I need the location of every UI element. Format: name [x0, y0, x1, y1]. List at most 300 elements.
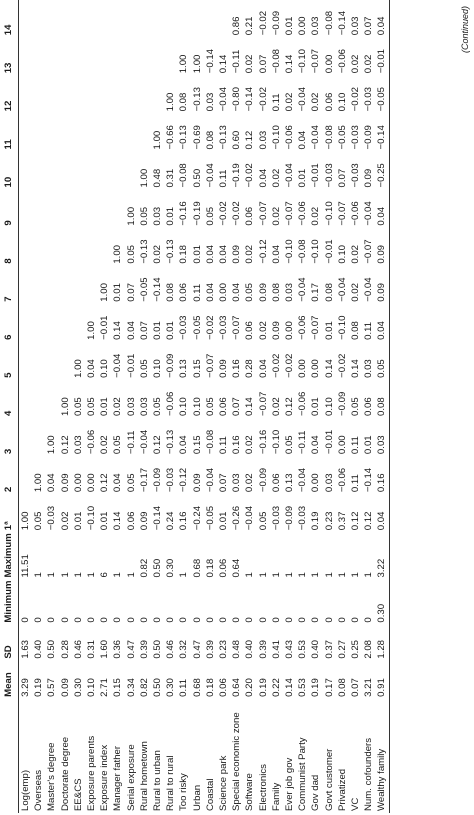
table-cell — [191, 0, 204, 38]
table-cell: −0.06 — [86, 429, 98, 455]
table-cell: 0.50 — [152, 639, 164, 659]
table-cell: 0.06 — [244, 206, 256, 226]
table-cell: 0.07 — [138, 321, 150, 340]
table-cell: −0.03 — [178, 315, 190, 340]
table-cell: 0.82 — [138, 678, 150, 697]
table-cell: −0.05 — [191, 315, 203, 340]
table-cell — [151, 38, 164, 76]
table-cell: 0 — [270, 617, 282, 623]
table-cell: 0.08 — [375, 381, 389, 419]
row-label: Special economic zone — [231, 712, 243, 811]
table-cell: −0.03 — [46, 505, 58, 531]
table-cell: 1.00 — [20, 511, 31, 531]
table-cell — [98, 114, 111, 152]
table-cell: 0.08 — [178, 92, 190, 112]
table-cell: 0.12 — [350, 511, 362, 531]
table-cell: 0.12 — [59, 435, 71, 455]
table-cell: 0.48 — [152, 168, 164, 188]
row-label: Master's degree — [46, 742, 58, 811]
table-cell: −0.07 — [336, 201, 348, 226]
table-cell: 0.10 — [86, 678, 98, 697]
table-cell: −0.03 — [270, 505, 282, 531]
table-cell: 0.02 — [310, 206, 322, 226]
table-cell: 0.05 — [125, 473, 137, 493]
table-cell: 0.30 — [165, 678, 177, 697]
table-cell: 0.09 — [375, 229, 389, 267]
table-cell: 0.19 — [310, 678, 322, 697]
table-cell: 1.00 — [33, 473, 45, 493]
table-cell: −0.04 — [363, 201, 375, 226]
table-cell: 0.03 — [310, 16, 322, 36]
table-cell: 1 — [125, 572, 137, 578]
row-label: Urban — [191, 784, 203, 811]
table-cell: −0.06 — [350, 201, 362, 226]
table-cell: −0.26 — [231, 505, 243, 531]
table-cell: 0.91 — [375, 662, 389, 700]
table-cell: 0 — [218, 617, 230, 623]
table-cell: 0 — [112, 617, 124, 623]
table-cell: 0.09 — [375, 267, 389, 305]
table-cell: 0.86 — [231, 16, 243, 36]
table-cell — [72, 76, 85, 114]
table-cell — [45, 229, 58, 267]
table-cell — [59, 76, 72, 114]
table-cell — [125, 152, 138, 190]
table-cell: 0 — [310, 617, 322, 623]
table-cell: 0.01 — [363, 435, 375, 455]
table-cell: 0.02 — [284, 92, 296, 112]
header-variable — [0, 700, 19, 813]
table-cell: −0.03 — [350, 125, 362, 150]
table-cell: −0.16 — [178, 201, 190, 226]
table-cell: 1 — [363, 572, 375, 578]
table-cell: 0.11 — [218, 436, 230, 455]
table-cell: −0.01 — [125, 353, 137, 378]
table-cell: 0 — [152, 617, 164, 623]
table-cell: 3.29 — [20, 678, 31, 697]
table-cell: −0.02 — [244, 163, 256, 188]
table-cell: 0.01 — [165, 206, 177, 226]
table-cell: 0.23 — [218, 639, 230, 659]
table-cell: 0.16 — [375, 457, 389, 495]
table-cell: 0.02 — [270, 397, 282, 416]
table-cell: 0.04 — [218, 244, 230, 264]
table-cell: 0.12 — [152, 435, 164, 455]
table-cell: 0.04 — [310, 435, 322, 455]
table-cell: 0.03 — [257, 130, 269, 150]
table-cell: −0.01 — [99, 315, 111, 340]
table-cell: −0.04 — [244, 505, 256, 531]
table-cell — [125, 38, 138, 76]
table-cell: 0.04 — [257, 359, 269, 378]
table-cell: 0.06 — [270, 473, 282, 493]
table-cell: 0.05 — [204, 397, 216, 416]
header-col-12: 8 — [0, 229, 19, 267]
table-cell: −0.09 — [363, 125, 375, 150]
continued-note: (Continued) — [460, 6, 470, 54]
header-col-5: 1ª — [0, 495, 19, 533]
table-cell: 0.01 — [323, 321, 335, 340]
header-col-3: Minimum — [0, 580, 19, 625]
table-cell — [59, 229, 72, 267]
table-cell: 0.09 — [59, 678, 71, 697]
table-cell: −0.12 — [257, 239, 269, 264]
table-cell: 0.03 — [125, 397, 137, 416]
table-cell — [111, 38, 124, 76]
table-cell — [72, 191, 85, 229]
table-cell: 0.18 — [178, 244, 190, 264]
table-cell: −0.03 — [218, 315, 230, 340]
table-cell: 1.00 — [165, 92, 177, 112]
table-cell: −0.10 — [323, 201, 335, 226]
table-cell: −0.13 — [218, 125, 230, 150]
table-cell: 0.03 — [138, 397, 150, 416]
table-cell: 0.11 — [363, 321, 375, 340]
table-cell: 0.01 — [99, 511, 111, 531]
table-cell: 0.02 — [99, 435, 111, 455]
table-cell: 0.43 — [284, 639, 296, 659]
table-cell: 0.28 — [244, 359, 256, 378]
row-label: Govt customer — [323, 748, 335, 811]
table-cell: −0.02 — [204, 315, 216, 340]
table-cell: −0.08 — [204, 429, 216, 455]
table-cell: −0.06 — [336, 467, 348, 493]
table-cell: 0.05 — [257, 511, 269, 531]
table-cell: 0.14 — [112, 321, 124, 340]
table-cell — [19, 76, 33, 114]
header-col-13: 9 — [0, 191, 19, 229]
table-cell — [138, 114, 151, 152]
table-cell: −0.66 — [165, 125, 177, 150]
table-cell: 0.06 — [244, 321, 256, 340]
table-cell: 1 — [284, 572, 296, 578]
table-cell: 0.14 — [284, 678, 296, 697]
row-label: Communist Party — [297, 737, 309, 811]
table-cell: −0.13 — [191, 87, 203, 112]
header-col-17: 13 — [0, 38, 19, 76]
table-cell — [32, 38, 45, 76]
table-cell: 0.39 — [138, 639, 150, 659]
table-cell: 0.04 — [375, 191, 389, 229]
table-cell — [32, 343, 45, 381]
table-cell — [98, 38, 111, 76]
table-row — [336, 0, 349, 813]
table-cell: 0.02 — [112, 397, 124, 416]
header-col-4: Maximum — [0, 533, 19, 580]
table-cell: 0.05 — [125, 244, 137, 264]
table-cell: −0.04 — [297, 87, 309, 112]
table-cell: 0.14 — [218, 54, 230, 74]
table-cell: 0.05 — [33, 511, 45, 531]
table-cell: 0.82 — [138, 558, 150, 578]
table-cell — [19, 267, 33, 305]
table-cell: 0.05 — [284, 435, 296, 455]
table-cell — [98, 229, 111, 267]
table-cell — [164, 0, 177, 38]
table-cell: −0.02 — [350, 87, 362, 112]
table-row — [98, 0, 111, 813]
table-cell: 0.03 — [350, 16, 362, 36]
table-cell: 1 — [310, 572, 322, 578]
header-col-6: 2 — [0, 457, 19, 495]
table-cell: 0.03 — [231, 473, 243, 493]
table-cell: −0.02 — [231, 201, 243, 226]
table-cell: 0 — [336, 617, 348, 623]
table-cell: −0.02 — [257, 10, 269, 36]
table-cell: −0.03 — [323, 163, 335, 188]
table-cell: 0.06 — [125, 511, 137, 531]
table-cell: −0.17 — [138, 467, 150, 493]
table-cell — [72, 152, 85, 190]
table-cell: 0.04 — [112, 473, 124, 493]
table-cell: 0.53 — [297, 678, 309, 697]
table-cell: 1.00 — [112, 244, 124, 264]
table-cell: −0.08 — [323, 125, 335, 150]
table-cell: 0.12 — [284, 397, 296, 416]
table-cell — [98, 191, 111, 229]
row-label: Family — [270, 782, 282, 811]
table-cell: −0.02 — [336, 353, 348, 378]
table-row — [270, 0, 283, 813]
table-cell: 0.36 — [112, 639, 124, 659]
row-label: Science park — [218, 755, 230, 811]
table-cell: 0.02 — [270, 168, 282, 188]
table-cell: 0.08 — [323, 283, 335, 302]
table-cell: 1 — [33, 572, 45, 578]
row-label: Exposure index — [99, 744, 111, 811]
header-col-8: 4 — [0, 381, 19, 419]
table-cell: 0.02 — [363, 54, 375, 74]
table-cell: 1 — [323, 572, 335, 578]
table-cell — [85, 152, 98, 190]
table-cell — [217, 0, 230, 38]
table-cell: 0.07 — [218, 473, 230, 493]
table-cell: 0.20 — [244, 678, 256, 697]
table-cell: 0.00 — [297, 16, 309, 36]
table-cell: −0.19 — [231, 163, 243, 188]
header-col-9: 5 — [0, 343, 19, 381]
table-cell: 0.04 — [375, 305, 389, 343]
table-cell: 0.60 — [231, 130, 243, 150]
table-cell: −0.09 — [284, 505, 296, 531]
table-cell — [45, 191, 58, 229]
table-cell — [59, 305, 72, 343]
table-cell: 0 — [165, 617, 177, 623]
table-cell: 0.06 — [218, 397, 230, 416]
table-cell: 0 — [33, 617, 45, 623]
table-cell: −0.09 — [336, 391, 348, 416]
row-label: Serial exposure — [125, 744, 137, 811]
table-cell: 1.00 — [152, 130, 164, 150]
table-cell: 0.05 — [350, 397, 362, 416]
table-cell: 0.06 — [363, 397, 375, 416]
table-cell: −0.04 — [297, 277, 309, 302]
table-cell: 0.09 — [59, 473, 71, 493]
table-cell: 0.01 — [165, 321, 177, 340]
table-cell: 0.00 — [86, 473, 98, 493]
table-cell: 0.11 — [270, 93, 282, 112]
table-cell: 1.00 — [86, 321, 98, 340]
table-cell: −0.04 — [310, 125, 322, 150]
table-body — [19, 0, 390, 813]
table-cell: −0.02 — [218, 201, 230, 226]
table-cell: −0.04 — [336, 277, 348, 302]
table-cell: 0.09 — [363, 168, 375, 188]
table-cell: −0.14 — [244, 87, 256, 112]
table-cell: 0.19 — [310, 511, 322, 531]
table-cell: −0.13 — [165, 429, 177, 455]
table-cell: 0.34 — [125, 678, 137, 697]
table-row — [217, 0, 230, 813]
table-cell: 0 — [244, 617, 256, 623]
table-cell — [59, 114, 72, 152]
table-cell: 0.00 — [297, 359, 309, 378]
header-col-16: 12 — [0, 76, 19, 114]
table-cell — [59, 343, 72, 381]
table-cell: 0.04 — [375, 0, 389, 38]
table-cell — [45, 76, 58, 114]
table-cell: 0.41 — [270, 639, 282, 659]
table-cell: 0.04 — [204, 283, 216, 302]
header-col-15: 11 — [0, 114, 19, 152]
table-cell: 0.10 — [178, 397, 190, 416]
table-cell — [19, 419, 33, 457]
table-cell: 0.09 — [231, 244, 243, 264]
table-cell: −0.10 — [270, 429, 282, 455]
table-cell: 0.02 — [350, 283, 362, 302]
table-cell: 0.01 — [152, 321, 164, 340]
table-cell: 0.32 — [178, 639, 190, 659]
table-cell — [138, 38, 151, 76]
table-cell — [111, 0, 124, 38]
table-cell: 0.01 — [297, 168, 309, 188]
table-cell: 0.23 — [323, 511, 335, 531]
table-cell: 1 — [336, 572, 348, 578]
row-label: VC — [350, 797, 362, 811]
table-cell: −0.14 — [152, 277, 164, 302]
row-label: Electronics — [257, 764, 269, 811]
table-cell: −0.04 — [204, 467, 216, 493]
table-cell: 0.04 — [375, 495, 389, 533]
table-cell: 1 — [270, 572, 282, 578]
table-cell: 0 — [99, 617, 111, 623]
table-cell: 0.31 — [86, 639, 98, 659]
table-cell: −0.69 — [191, 125, 203, 150]
table-cell: 0.00 — [323, 54, 335, 74]
table-cell: −0.04 — [363, 277, 375, 302]
table-cell: −0.07 — [257, 391, 269, 416]
table-cell: 0.07 — [363, 16, 375, 36]
table-cell: 0 — [323, 617, 335, 623]
row-label: Rural to urban — [152, 750, 164, 811]
table-cell: 0.03 — [204, 92, 216, 112]
table-cell: −0.12 — [178, 467, 190, 493]
table-cell: 0.30 — [165, 558, 177, 578]
table-cell: 0.04 — [204, 244, 216, 264]
table-cell: 0.04 — [297, 130, 309, 150]
table-cell: 0.14 — [350, 359, 362, 378]
table-cell: −0.10 — [284, 239, 296, 264]
table-cell — [85, 267, 98, 305]
table-cell: −0.14 — [204, 49, 216, 74]
table-cell: −0.01 — [375, 38, 389, 76]
table-cell — [125, 76, 138, 114]
table-cell: 0.31 — [165, 168, 177, 188]
table-cell — [32, 381, 45, 419]
table-cell — [125, 114, 138, 152]
table-cell: −0.04 — [284, 163, 296, 188]
table-cell: −0.06 — [297, 391, 309, 416]
table-cell: 0 — [350, 617, 362, 623]
table-cell: 0.12 — [244, 130, 256, 150]
table-cell: 0.30 — [375, 580, 389, 625]
table-cell — [151, 0, 164, 38]
table-row — [204, 0, 217, 813]
table-cell: 0.03 — [152, 206, 164, 226]
table-cell: −0.06 — [297, 201, 309, 226]
row-label: Gov dad — [310, 774, 322, 811]
table-row — [138, 0, 151, 813]
table-cell: −0.10 — [310, 239, 322, 264]
table-cell: 1.00 — [191, 54, 203, 74]
table-cell: −0.24 — [191, 505, 203, 531]
table-cell: 0.02 — [59, 511, 71, 531]
header-col-18: 14 — [0, 0, 19, 38]
table-cell: −0.09 — [152, 467, 164, 493]
table-cell — [85, 38, 98, 76]
table-cell: 0.08 — [165, 283, 177, 302]
table-cell: −0.07 — [363, 239, 375, 264]
table-cell: 1.00 — [138, 168, 150, 188]
table-cell: 0.05 — [112, 435, 124, 455]
table-row — [309, 0, 322, 813]
table-cell — [59, 152, 72, 190]
table-cell — [45, 152, 58, 190]
table-cell: 0.14 — [284, 54, 296, 74]
table-cell: 0 — [204, 617, 216, 623]
table-cell: 0.06 — [218, 678, 230, 697]
table-row — [323, 0, 336, 813]
table-cell: 0.53 — [297, 639, 309, 659]
table-cell: 0.01 — [218, 511, 230, 531]
table-cell: 0.07 — [350, 678, 362, 697]
table-cell: 0.00 — [218, 283, 230, 302]
table-cell: −0.02 — [257, 87, 269, 112]
header-col-1: Mean — [0, 662, 19, 700]
table-cell: 0.13 — [178, 359, 190, 378]
table-cell — [45, 305, 58, 343]
table-row — [45, 0, 58, 813]
table-cell: 0.09 — [218, 359, 230, 378]
table-cell: 1.00 — [72, 359, 84, 378]
table-cell: −0.07 — [284, 201, 296, 226]
table-cell: −0.14 — [375, 114, 389, 152]
table-cell: −0.10 — [336, 315, 348, 340]
table-cell — [19, 152, 33, 190]
table-cell: 1 — [59, 572, 71, 578]
table-cell: −0.08 — [297, 239, 309, 264]
table-cell: 0.02 — [244, 54, 256, 74]
table-cell: −0.08 — [323, 10, 335, 36]
table-cell: 0.24 — [165, 511, 177, 531]
table-cell: 0.04 — [86, 359, 98, 378]
table-cell: −0.06 — [336, 49, 348, 74]
table-cell: 0.68 — [191, 678, 203, 697]
table-cell: −0.14 — [152, 505, 164, 531]
table-cell: −0.01 — [323, 239, 335, 264]
table-cell — [151, 76, 164, 114]
table-cell: 6 — [99, 572, 111, 578]
